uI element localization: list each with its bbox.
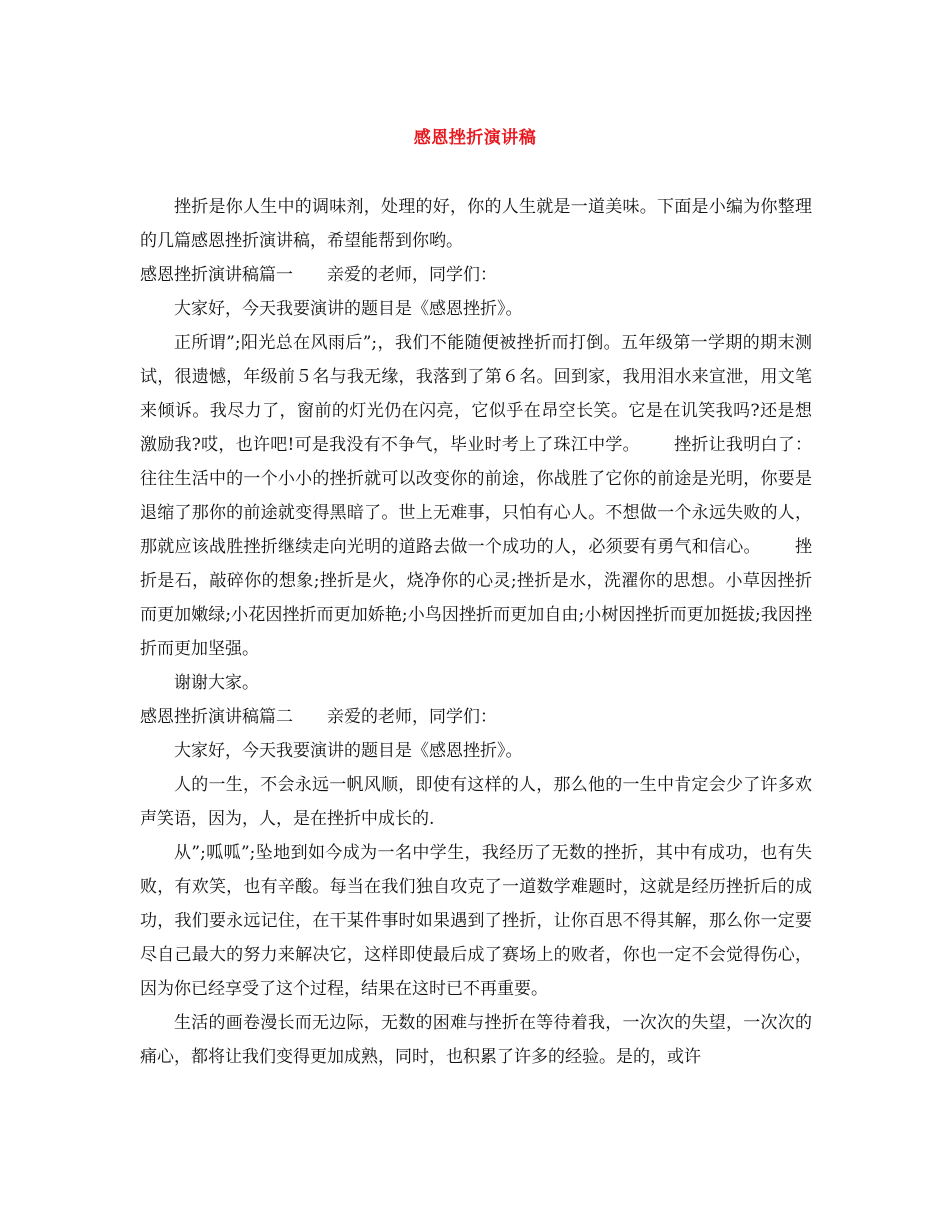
salutation: 亲爱的老师，同学们： xyxy=(327,707,497,727)
document-title: 感恩挫折演讲稿 xyxy=(413,128,537,148)
section-heading-2 xyxy=(140,700,812,734)
paragraph-text: 挫折让我明白了：往往生活中的一个小小的挫折就可以改变你的前途，你战胜了它你的前途是光明，你要是退缩了那你的前途就变得黑暗了。世上无难事，只怕有心人。不想做一个永远失败的人，那就应该战胜挫折继续走向光明的道路去做一个成功的人，必须要有勇气和信心。 xyxy=(140,435,813,557)
paragraph: 大家好，今天我要演讲的题目是《感恩挫折》。 xyxy=(174,299,523,319)
paragraph-text: 正所谓”;阳光总在风雨后”;，我们不能随便被挫折而打倒。五年级第一学期的期末测试，很遗憾，年级前５名与我无缘，我落到了第６名。回到家，我用泪水来宣泄，用文笔来倾诉。我尽力了，窗前的灯光仍在闪亮，它似乎在昂空长笑。它是在讥笑我吗?还是想激励我?哎，也许吧!可是我没有不争气，毕业时考上了珠江中学。 xyxy=(140,333,812,455)
paragraph: 谢谢大家。 xyxy=(174,673,259,693)
section-title: 感恩挫折演讲稿篇一 xyxy=(140,265,293,285)
paragraph-text: 挫折是石，敲碎你的想象;挫折是火，烧净你的心灵;挫折是水，洗濯你的思想。小草因挫折而更加嫩绿;小花因挫折而更加娇艳;小鸟因挫折而更加自由;小树因挫折而更加挺拔;我因挫折而更加坚强。 xyxy=(140,537,813,659)
document-body xyxy=(140,190,812,1074)
salutation: 亲爱的老师，同学们： xyxy=(327,265,497,285)
section-heading-1 xyxy=(140,258,812,292)
intro-paragraph: 挫折是你人生中的调味剂，处理的好，你的人生就是一道美味。下面是小编为你整理的几篇感恩挫折演讲稿，希望能帮到你哟。 xyxy=(140,197,812,251)
paragraph: 从”;呱呱”;坠地到如今成为一名中学生，我经历了无数的挫折，其中有成功，也有失败，有欢笑，也有辛酸。每当在我们独自攻克了一道数学难题时，这就是经历挫折后的成功，我们要永远记住，在干某件事时如果遇到了挫折，让你百思不得其解，那么你一定要尽自己最大的努力来解决它，这样即使最后成了赛场上的败者，你也一定不会觉得伤心，因为你已经享受了这个过程，结果在这时已不再重要。 xyxy=(140,843,812,999)
section-title: 感恩挫折演讲稿篇二 xyxy=(140,707,293,727)
paragraph: 大家好，今天我要演讲的题目是《感恩挫折》。 xyxy=(174,741,523,761)
paragraph: 人的一生，不会永远一帆风顺，即使有这样的人，那么他的一生中肯定会少了许多欢声笑语，因为，人，是在挫折中成长的. xyxy=(140,775,812,829)
paragraph: 生活的画卷漫长而无边际，无数的困难与挫折在等待着我，一次次的失望，一次次的痛心，都将让我们变得更加成熟，同时，也积累了许多的经验。是的，或许 xyxy=(140,1013,812,1067)
paragraph xyxy=(140,326,812,666)
